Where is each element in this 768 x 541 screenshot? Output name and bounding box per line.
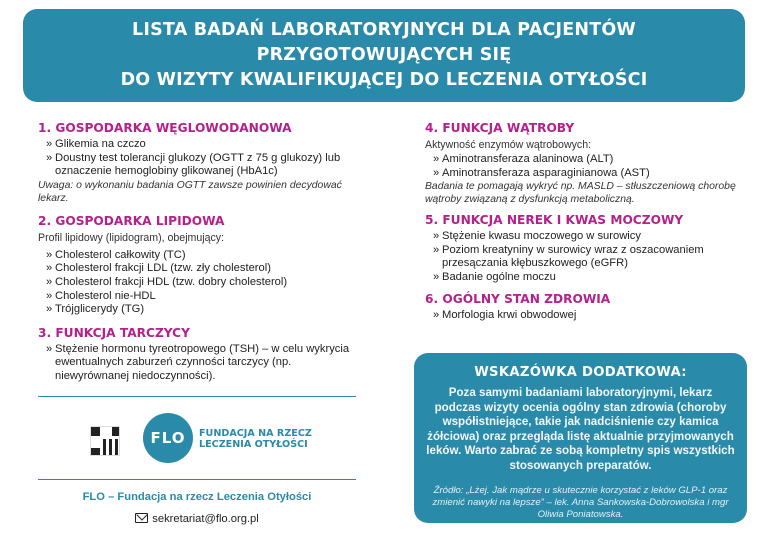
right-column xyxy=(425,120,745,322)
section-general-health xyxy=(425,291,745,323)
left-column xyxy=(38,120,368,384)
section-items xyxy=(425,230,745,284)
list-item: » Trójglicerydy (TG) xyxy=(46,303,368,317)
section-carbohydrate xyxy=(38,120,368,205)
divider xyxy=(38,396,356,397)
list-item: » Cholesterol frakcji HDL (tzw. dobry cholesterol) xyxy=(46,276,368,290)
tip-title: WSKAZÓWKA DODATKOWA: xyxy=(474,365,687,380)
section-liver xyxy=(425,120,745,206)
header-line-3: DO WIZYTY KWALIFIKUJĄCEJ DO LECZENIA OTYŁOŚCI xyxy=(120,70,648,90)
tip-box xyxy=(414,353,747,523)
section-lipid xyxy=(38,213,368,317)
section-title: 1. GOSPODARKA WĘGLOWODANOWA xyxy=(38,121,292,135)
section-items xyxy=(38,138,368,179)
section-title: 2. GOSPODARKA LIPIDOWA xyxy=(38,213,225,228)
list-item: » Glikemia na czczo xyxy=(46,138,368,152)
footer-email-row[interactable] xyxy=(38,513,356,525)
section-items xyxy=(38,249,368,317)
divider xyxy=(38,479,356,480)
section-items xyxy=(38,343,368,384)
qr-code xyxy=(90,426,120,456)
tip-body: Poza samymi badaniami laboratoryjnymi, lekarz podczas wizyty ocenia ogólny stan zdrowia (choroby współistniejące, takie jak nadciśnienie czy kamica żółciowa) oraz przegląda listę aktualnie przyjmowanych leków. Warto zabrać ze sobą kompletny spis wszystkich stosowanych preparatów. xyxy=(426,386,735,472)
list-item: » Aminotransferaza alaninowa (ALT) xyxy=(433,153,745,167)
list-item: » Poziom kreatyniny w surowicy wraz z oszacowaniem przesączania kłębuszkowego (eGFR) xyxy=(433,244,745,271)
list-item: » Stężenie hormonu tyreotropowego (TSH) – w celu wykrycia ewentualnych zaburzeń czynności tarczycy (np. niewyrównanej niedoczynności). xyxy=(46,343,368,384)
list-item: » Stężenie kwasu moczowego w surowicy xyxy=(433,230,745,244)
section-kidney xyxy=(425,212,745,284)
section-note: Badania te pomagają wykryć np. MASLD – stłuszczeniową chorobę wątroby związaną z dysfunkcją metaboliczną. xyxy=(425,181,736,206)
section-thyroid xyxy=(38,325,368,384)
list-item: » Aminotransferaza asparaginianowa (AST) xyxy=(433,167,745,181)
section-title: 4. FUNKCJA WĄTROBY xyxy=(425,121,575,135)
header-banner xyxy=(23,9,745,102)
tip-source: Źródło: „Lżej. Jak mądrze u skutecznie korzystać z leków GLP-1 oraz zmienić nawyki na lepsze” – lek. Anna Sankowska-Dobrowolska i mgr Oliwia Poniatowska. xyxy=(432,484,729,520)
envelope-icon xyxy=(135,513,148,523)
logo-mark: FLO xyxy=(150,429,186,447)
list-item: » Cholesterol nie-HDL xyxy=(46,290,368,304)
section-items xyxy=(425,153,745,180)
footer-email[interactable]: sekretariat@flo.org.pl xyxy=(152,513,259,525)
section-title: 3. FUNKCJA TARCZYCY xyxy=(38,325,190,340)
list-item: » Cholesterol frakcji LDL (tzw. zły cholesterol) xyxy=(46,262,368,276)
section-title: 5. FUNKCJA NEREK I KWAS MOCZOWY xyxy=(425,213,684,228)
footer-org-name: FLO – Fundacja na rzecz Leczenia Otyłości xyxy=(82,491,312,503)
header-line-2: PRZYGOTOWUJĄCYCH SIĘ xyxy=(256,45,512,65)
logo-text xyxy=(199,428,312,450)
section-intro: Aktywność enzymów wątrobowych: xyxy=(425,139,592,151)
flo-logo xyxy=(143,413,193,463)
list-item: » Doustny test tolerancji glukozy (OGTT z 75 g glukozy) lub oznaczenie hemoglobiny glikowanej (HbA1c) xyxy=(46,152,368,179)
list-item: » Cholesterol całkowity (TC) xyxy=(46,249,368,263)
list-item: » Morfologia krwi obwodowej xyxy=(433,309,745,323)
section-items xyxy=(425,309,745,323)
section-title: 6. OGÓLNY STAN ZDROWIA xyxy=(425,291,611,306)
section-note: Uwaga: o wykonaniu badania OGTT zawsze powinien decydować lekarz. xyxy=(38,179,342,204)
header-line-1: LISTA BADAŃ LABORATORYJNYCH DLA PACJENTÓW xyxy=(132,20,636,40)
section-intro: Profil lipidowy (lipidogram), obejmujący: xyxy=(38,231,225,244)
logo-text-line-1: FUNDACJA NA RZECZ xyxy=(199,428,312,439)
logo-text-line-2: LECZENIA OTYŁOŚCI xyxy=(199,439,308,450)
list-item: » Badanie ogólne moczu xyxy=(433,271,745,285)
